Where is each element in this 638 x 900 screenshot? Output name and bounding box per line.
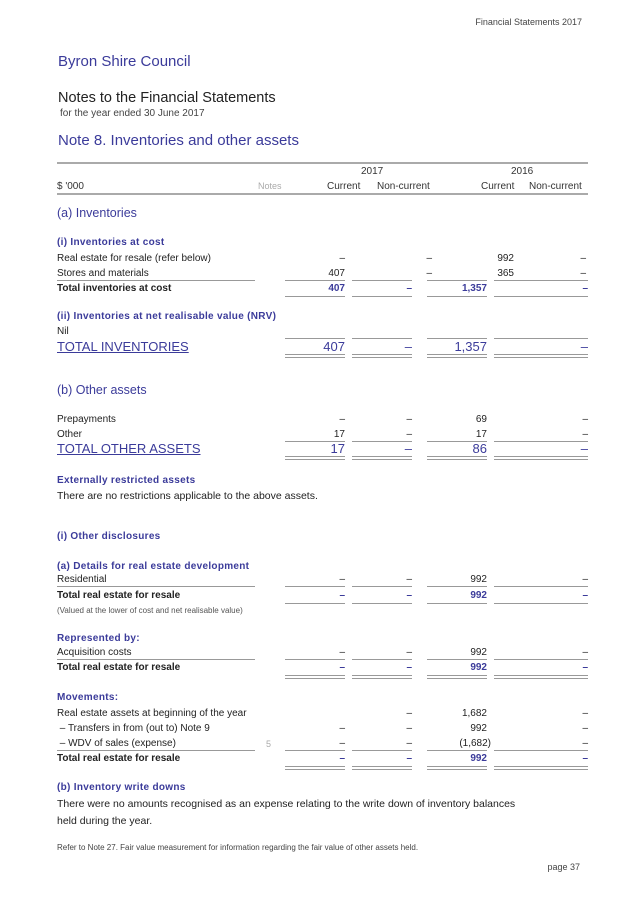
council-name: Byron Shire Council — [58, 53, 191, 70]
value-noncurrent-2016: – — [582, 647, 588, 658]
value-noncurrent-2016: – — [582, 429, 588, 440]
divider — [57, 659, 255, 660]
value-current-2016: 992 — [470, 753, 487, 764]
value-noncurrent-2017: – — [406, 647, 412, 658]
notes-title: Notes to the Financial Statements — [58, 90, 276, 106]
col-noncurrent-2016: Non-current — [529, 181, 582, 192]
restricted-heading: Externally restricted assets — [57, 475, 196, 486]
value-current-2016: 69 — [475, 414, 487, 425]
row-label: Real estate for resale (refer below) — [57, 253, 211, 264]
value-noncurrent-2017: – — [406, 738, 412, 749]
value-noncurrent-2016: – — [582, 574, 588, 585]
divider — [285, 659, 345, 660]
divider — [352, 296, 412, 297]
double-rule — [285, 456, 345, 460]
value-current-2017: – — [339, 753, 345, 764]
restricted-text: There are no restrictions applicable to the above assets. — [57, 490, 318, 502]
divider — [494, 603, 588, 604]
divider — [494, 750, 588, 751]
value-noncurrent-2017: – — [406, 662, 412, 673]
divider — [352, 586, 412, 587]
value-noncurrent-2017: – — [406, 429, 412, 440]
value-current-2016: 992 — [470, 574, 487, 585]
double-rule — [285, 354, 345, 358]
value-noncurrent-2017: – — [426, 268, 432, 279]
row-label: Total real estate for resale — [57, 590, 181, 601]
value-current-2016: 992 — [470, 723, 487, 734]
value-noncurrent-2017: – — [406, 708, 412, 719]
row-label: Total inventories at cost — [57, 283, 172, 294]
total-inventories-label: TOTAL INVENTORIES — [57, 339, 189, 354]
row-label: Stores and materials — [57, 268, 149, 279]
double-rule — [352, 675, 412, 679]
write-downs-heading: (b) Inventory write downs — [57, 782, 186, 793]
value-noncurrent-2016: – — [580, 339, 588, 354]
double-rule — [352, 456, 412, 460]
notes-col-header: Notes — [258, 181, 282, 191]
divider — [285, 296, 345, 297]
value-current-2017: 407 — [323, 339, 345, 354]
value-noncurrent-2017: – — [406, 590, 412, 601]
double-rule — [285, 766, 345, 770]
row-label: Other — [57, 429, 83, 440]
value-noncurrent-2017: – — [406, 414, 412, 425]
double-rule — [494, 456, 588, 460]
divider — [57, 586, 255, 587]
value-current-2016: (1,682) — [459, 738, 491, 749]
row-label: – WDV of sales (expense) — [57, 738, 176, 749]
value-current-2016: 365 — [497, 268, 514, 279]
note-heading: Note 8. Inventories and other assets — [58, 132, 299, 149]
divider — [57, 280, 255, 281]
value-current-2016: 992 — [497, 253, 514, 264]
divider — [427, 659, 487, 660]
row-label: Real estate assets at beginning of the year — [57, 708, 247, 719]
divider — [285, 586, 345, 587]
nrv-heading: (ii) Inventories at net realisable value (NRV) — [57, 311, 277, 322]
value-current-2016: 17 — [475, 429, 487, 440]
notes-subtitle: for the year ended 30 June 2017 — [60, 108, 205, 119]
divider — [427, 296, 487, 297]
value-current-2016: 992 — [470, 662, 487, 673]
value-current-2016: 1,357 — [454, 339, 487, 354]
divider — [57, 750, 255, 751]
footnote: Refer to Note 27. Fair value measurement for information regarding the fair value of other assets held. — [57, 843, 419, 852]
value-current-2016: 992 — [470, 647, 487, 658]
double-rule — [494, 766, 588, 770]
double-rule — [494, 354, 588, 358]
value-noncurrent-2017: – — [406, 753, 412, 764]
divider — [352, 659, 412, 660]
double-rule — [427, 675, 487, 679]
value-noncurrent-2017: – — [426, 253, 432, 264]
divider — [285, 603, 345, 604]
year-2017: 2017 — [361, 166, 384, 177]
row-label: Total real estate for resale — [57, 753, 181, 764]
total-other-assets-label: TOTAL OTHER ASSETS — [57, 441, 201, 456]
value-current-2017: – — [339, 253, 345, 264]
value-current-2016: 86 — [472, 441, 487, 456]
value-current-2017: 17 — [333, 429, 345, 440]
value-noncurrent-2016: – — [580, 253, 586, 264]
other-assets-heading: (b) Other assets — [57, 383, 147, 397]
unit-label: $ '000 — [57, 181, 84, 192]
other-disclosures-heading: (i) Other disclosures — [57, 531, 161, 542]
divider — [427, 750, 487, 751]
nrv-value: Nil — [57, 326, 69, 337]
col-noncurrent-2017: Non-current — [377, 181, 430, 192]
value-noncurrent-2017: – — [406, 283, 412, 294]
value-current-2017: – — [339, 414, 345, 425]
double-rule — [352, 766, 412, 770]
inventories-at-cost-heading: (i) Inventories at cost — [57, 237, 165, 248]
value-current-2017: – — [339, 574, 345, 585]
divider — [352, 280, 412, 281]
divider — [352, 603, 412, 604]
value-current-2016: 1,357 — [461, 283, 487, 294]
value-noncurrent-2016: – — [582, 753, 588, 764]
value-current-2017: – — [339, 723, 345, 734]
divider — [352, 750, 412, 751]
document-header: Financial Statements 2017 — [475, 17, 582, 27]
valued-note: (Valued at the lower of cost and net realisable value) — [57, 606, 243, 615]
details-heading: (a) Details for real estate development — [57, 561, 250, 572]
divider — [494, 296, 588, 297]
write-downs-text: There were no amounts recognised as an expense relating to the write down of inventory balances held during the year. — [57, 798, 516, 827]
row-label: Acquisition costs — [57, 647, 132, 658]
year-2016: 2016 — [511, 166, 534, 177]
double-rule — [427, 766, 487, 770]
value-noncurrent-2017: – — [404, 441, 412, 456]
page-number: page 37 — [547, 862, 580, 872]
double-rule — [427, 354, 487, 358]
inventories-heading: (a) Inventories — [57, 206, 137, 220]
value-current-2016: 1,682 — [461, 708, 487, 719]
value-current-2017: – — [339, 662, 345, 673]
header-rule-bottom — [57, 193, 588, 195]
note-reference: 5 — [266, 739, 272, 749]
header-rule-top — [57, 162, 588, 164]
divider — [427, 603, 487, 604]
divider — [494, 586, 588, 587]
col-current-2017: Current — [327, 181, 361, 192]
value-noncurrent-2016: – — [582, 708, 588, 719]
double-rule — [285, 675, 345, 679]
double-rule — [427, 456, 487, 460]
value-noncurrent-2016: – — [582, 414, 588, 425]
value-noncurrent-2016: – — [582, 662, 588, 673]
double-rule — [352, 354, 412, 358]
value-current-2017: – — [339, 590, 345, 601]
row-label: – Transfers in from (out to) Note 9 — [57, 723, 210, 734]
divider — [427, 586, 487, 587]
value-noncurrent-2016: – — [580, 441, 588, 456]
value-noncurrent-2017: – — [404, 339, 412, 354]
value-noncurrent-2016: – — [580, 268, 586, 279]
value-noncurrent-2017: – — [406, 574, 412, 585]
value-noncurrent-2017: – — [406, 723, 412, 734]
row-label: Residential — [57, 574, 107, 585]
movements-heading: Movements: — [57, 692, 119, 703]
value-noncurrent-2016: – — [582, 723, 588, 734]
value-current-2017: – — [339, 738, 345, 749]
represented-heading: Represented by: — [57, 633, 140, 644]
value-noncurrent-2016: – — [582, 283, 588, 294]
divider — [285, 280, 345, 281]
col-current-2016: Current — [481, 181, 515, 192]
value-current-2017: 407 — [328, 283, 345, 294]
divider — [494, 659, 588, 660]
value-noncurrent-2016: – — [582, 590, 588, 601]
value-current-2017: – — [339, 647, 345, 658]
row-label: Total real estate for resale — [57, 662, 181, 673]
row-label: Prepayments — [57, 414, 116, 425]
value-noncurrent-2016: – — [582, 738, 588, 749]
value-current-2017: 17 — [330, 441, 345, 456]
divider — [494, 280, 588, 281]
double-rule — [494, 675, 588, 679]
divider — [427, 280, 487, 281]
divider — [285, 750, 345, 751]
value-current-2016: 992 — [470, 590, 487, 601]
value-current-2017: 407 — [328, 268, 345, 279]
